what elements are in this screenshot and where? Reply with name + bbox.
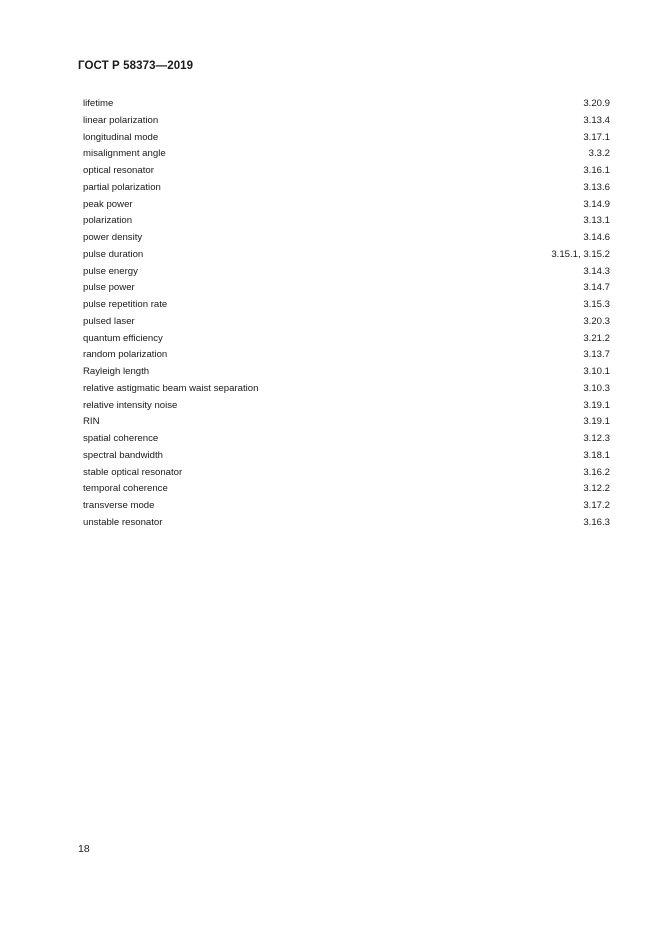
index-term: spectral bandwidth: [83, 449, 163, 461]
index-reference: 3.14.9: [583, 198, 610, 210]
index-term: quantum efficiency: [83, 332, 163, 344]
index-row: [83, 230, 610, 247]
index-term: relative intensity noise: [83, 399, 178, 411]
index-row: [83, 414, 610, 431]
index-term: spatial coherence: [83, 433, 159, 444]
index-row: [83, 146, 610, 163]
index-reference: 3.17.2: [583, 500, 610, 511]
index-term: temporal coherence: [83, 483, 168, 495]
index-term: pulse energy: [83, 265, 138, 277]
index-reference: 3.13.7: [583, 349, 610, 361]
index-term: partial polarization: [83, 181, 161, 193]
index-term: misalignment angle: [83, 148, 166, 160]
index-row: [83, 331, 610, 348]
index-term: optical resonator: [83, 165, 154, 176]
index-row: [83, 130, 610, 147]
index-reference: 3.17.1: [583, 131, 610, 143]
index-row: [83, 481, 610, 498]
index-reference: 3.10.1: [583, 366, 610, 377]
index-reference: 3.20.9: [583, 98, 610, 109]
index-reference: 3.16.2: [583, 466, 610, 478]
index-reference: 3.15.3: [583, 299, 610, 310]
index-reference: 3.15.1, 3.15.2: [551, 248, 610, 260]
index-reference: 3.16.1: [583, 165, 610, 176]
index-row: [83, 96, 610, 113]
page-number: 18: [78, 843, 90, 855]
index-row: [83, 515, 610, 532]
index-row: [83, 197, 610, 214]
index-reference: 3.20.3: [583, 315, 610, 327]
index-reference: 3.3.2: [588, 148, 610, 160]
index-term: lifetime: [83, 98, 114, 109]
index-term: polarization: [83, 215, 133, 227]
index-term: pulse duration: [83, 248, 144, 260]
index-row: [83, 431, 610, 448]
index-reference: 3.12.2: [583, 483, 610, 495]
index-term: peak power: [83, 198, 133, 210]
index-reference: 3.13.1: [583, 215, 610, 227]
index-row: [83, 398, 610, 415]
index-term: pulse power: [83, 282, 135, 294]
index-row: [83, 163, 610, 180]
index-reference: 3.21.2: [583, 332, 610, 344]
index-row: [83, 213, 610, 230]
index-term: power density: [83, 232, 143, 243]
index-row: [83, 297, 610, 314]
index-term: pulsed laser: [83, 315, 135, 327]
index-reference: 3.19.1: [583, 416, 610, 428]
index-row: [83, 180, 610, 197]
index-row: [83, 381, 610, 398]
document-header: ГОСТ Р 58373—2019: [78, 60, 194, 72]
index-row: [83, 364, 610, 381]
index-reference: 3.14.7: [583, 282, 610, 294]
index-row: [83, 264, 610, 281]
index-reference: 3.13.4: [583, 114, 610, 126]
index-row: [83, 280, 610, 297]
index-row: [83, 314, 610, 331]
index-term: longitudinal mode: [83, 131, 159, 143]
index-term: stable optical resonator: [83, 466, 183, 478]
index-term: unstable resonator: [83, 516, 163, 528]
index-term: Rayleigh length: [83, 366, 150, 377]
index-row: [83, 465, 610, 482]
index-reference: 3.18.1: [583, 449, 610, 461]
index-term: relative astigmatic beam waist separation: [83, 382, 259, 394]
index-row: [83, 498, 610, 515]
index-reference: 3.14.3: [583, 265, 610, 277]
index-term: transverse mode: [83, 500, 155, 511]
index-term: random polarization: [83, 349, 168, 361]
index-term: RIN: [83, 416, 100, 428]
index-row: [83, 113, 610, 130]
index-reference: 3.16.3: [583, 516, 610, 528]
index-term: linear polarization: [83, 114, 159, 126]
index-reference: 3.10.3: [583, 382, 610, 394]
term-index-list: [83, 96, 610, 532]
index-row: [83, 347, 610, 364]
index-term: pulse repetition rate: [83, 299, 168, 310]
index-row: [83, 247, 610, 264]
index-reference: 3.13.6: [583, 181, 610, 193]
index-reference: 3.19.1: [583, 399, 610, 411]
index-reference: 3.12.3: [583, 433, 610, 444]
index-reference: 3.14.6: [583, 232, 610, 243]
index-row: [83, 448, 610, 465]
